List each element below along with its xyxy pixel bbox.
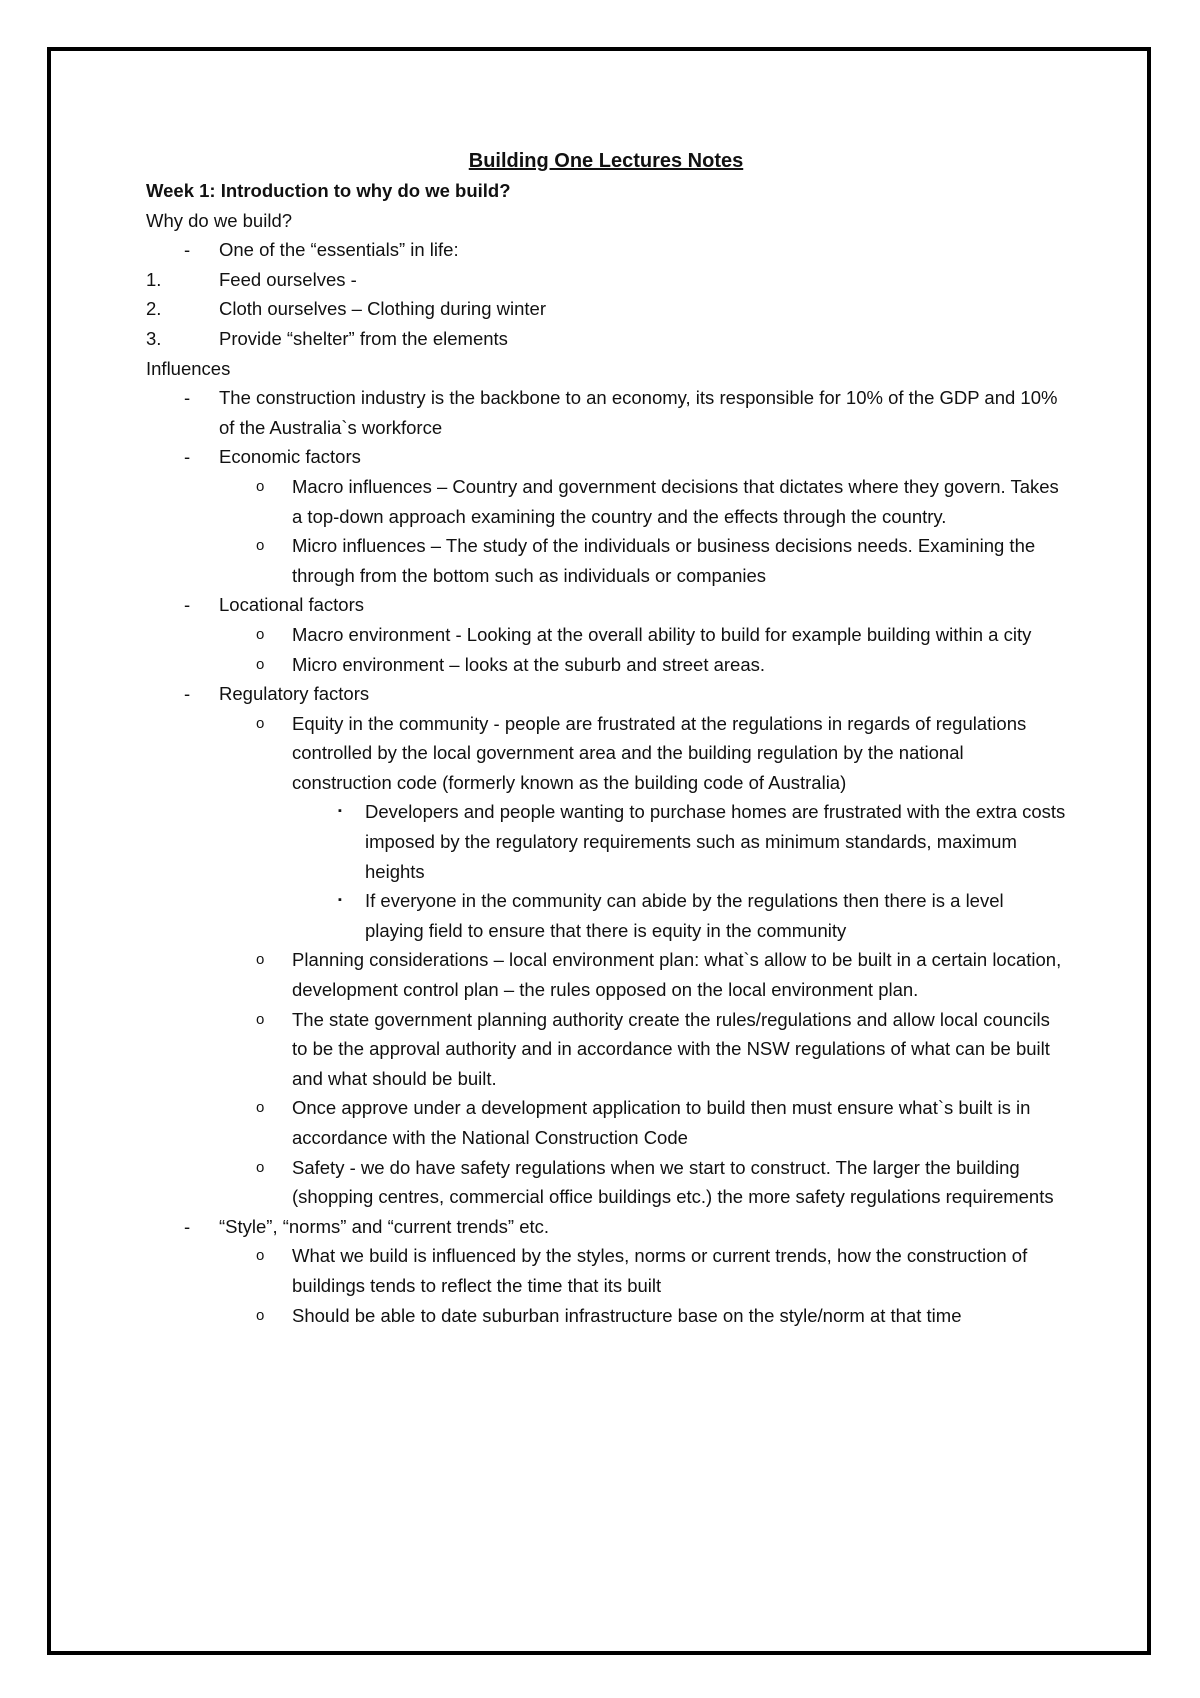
list-item-text: Regulatory factors [219,683,370,705]
list-item-text: The construction industry is the backbone to an economy, its responsible for 10% of the GDP and 10% of the Australia`s workforce [219,387,1058,438]
list-item [146,1212,1066,1242]
sub-list-item [146,1093,1066,1152]
dash-bullet: - [184,594,191,616]
circle-bullet: o [256,951,265,969]
dash-bullet: - [184,387,191,409]
list-item-text: The state government planning authority create the rules/regulations and allow local councils to be the approval authority and in accordance with the NSW regulations of what can be built and what should be built. [292,1008,1050,1089]
list-item-text: One of the “essentials” in life: [219,239,459,261]
list-item-text: Macro influences – Country and government decisions that dictates where they govern. Takes a top-down approach examining the country and the effects through the country. [292,475,1059,527]
circle-bullet: o [256,1099,265,1117]
circle-bullet: o [256,477,265,495]
list-item-text: Economic factors [219,446,361,468]
list-item-text: Macro environment - Looking at the overall ability to build for example building within a city [292,623,1032,645]
document-title: Building One Lectures Notes [468,150,744,172]
list-item-text: Feed ourselves - [219,268,357,290]
list-item [146,442,1066,472]
square-bullet: ▪ [338,894,342,907]
list-item-text: What we build is influenced by the styles, norms or current trends, how the construction of buildings tends to reflect the time that its built [292,1245,1028,1296]
document-body [146,146,1066,1330]
sub-list-item [146,1241,1066,1300]
list-item-text: Once approve under a development application to build then must ensure what`s built is in accordance with the National Construction Code [292,1097,1031,1148]
list-item [146,590,1066,620]
numbered-item [146,265,1066,295]
dash-bullet: - [184,683,191,705]
circle-bullet: o [256,1010,265,1028]
list-item-text: “Style”, “norms” and “current trends” etc. [219,1215,550,1237]
number-marker: 1. [146,268,162,290]
list-item-text: Provide “shelter” from the elements [219,327,508,349]
section-heading-why-build: Why do we build? [146,209,293,231]
square-bullet: ▪ [338,805,342,818]
circle-bullet: o [256,714,265,732]
sub-list-item [146,1005,1066,1094]
list-item-text: Should be able to date suburban infrastructure base on the style/norm at that time [292,1304,962,1326]
number-marker: 3. [146,327,162,349]
circle-bullet: o [256,625,265,643]
list-item [146,235,1066,265]
list-item-text: Planning considerations – local environment plan: what`s allow to be built in a certain location, development control plan – the rules opposed on the local environment plan. [292,949,1062,1001]
sub-list-item [146,472,1066,531]
dash-bullet: - [184,1215,191,1237]
circle-bullet: o [256,1247,265,1265]
list-item-text: Safety - we do have safety regulations when we start to construct. The larger the building (shopping centres, commercial office buildings etc.) the more safety regulations requirements [292,1156,1054,1208]
list-item-text: Micro environment – looks at the suburb and street areas. [292,653,766,675]
week-heading: Week 1: Introduction to why do we build? [146,180,511,201]
circle-bullet: o [256,1158,265,1176]
number-marker: 2. [146,298,162,320]
sub-list-item [146,1301,1066,1331]
section-heading-influences: Influences [146,357,231,379]
numbered-item [146,324,1066,354]
sub-sub-list-item [146,886,1066,945]
sub-list-item [146,1153,1066,1212]
circle-bullet: o [256,1306,265,1324]
list-item-text: Equity in the community - people are frustrated at the regulations in regards of regulations controlled by the local government area and the building regulation by the national construction code (formerly known as the building code of Australia) [292,712,1027,793]
sub-sub-list-item [146,797,1066,886]
numbered-item [146,294,1066,324]
sub-list-item [146,709,1066,798]
list-item [146,383,1066,442]
list-item-text: If everyone in the community can abide by the regulations then there is a level playing field to ensure that there is equity in the community [365,890,1004,941]
circle-bullet: o [256,537,265,555]
list-item-text: Micro influences – The study of the individuals or business decisions needs. Examining the through from the bottom such as individuals or companies [292,535,1036,586]
dash-bullet: - [184,446,191,468]
list-item-text: Locational factors [219,594,365,616]
sub-list-item [146,620,1066,650]
list-item-text: Cloth ourselves – Clothing during winter [219,298,547,320]
sub-list-item [146,945,1066,1004]
dash-bullet: - [184,239,191,261]
sub-list-item [146,650,1066,680]
circle-bullet: o [256,655,265,673]
list-item [146,679,1066,709]
sub-list-item [146,531,1066,590]
list-item-text: Developers and people wanting to purchase homes are frustrated with the extra costs imposed by the regulatory requirements such as minimum standards, maximum heights [365,801,1066,882]
